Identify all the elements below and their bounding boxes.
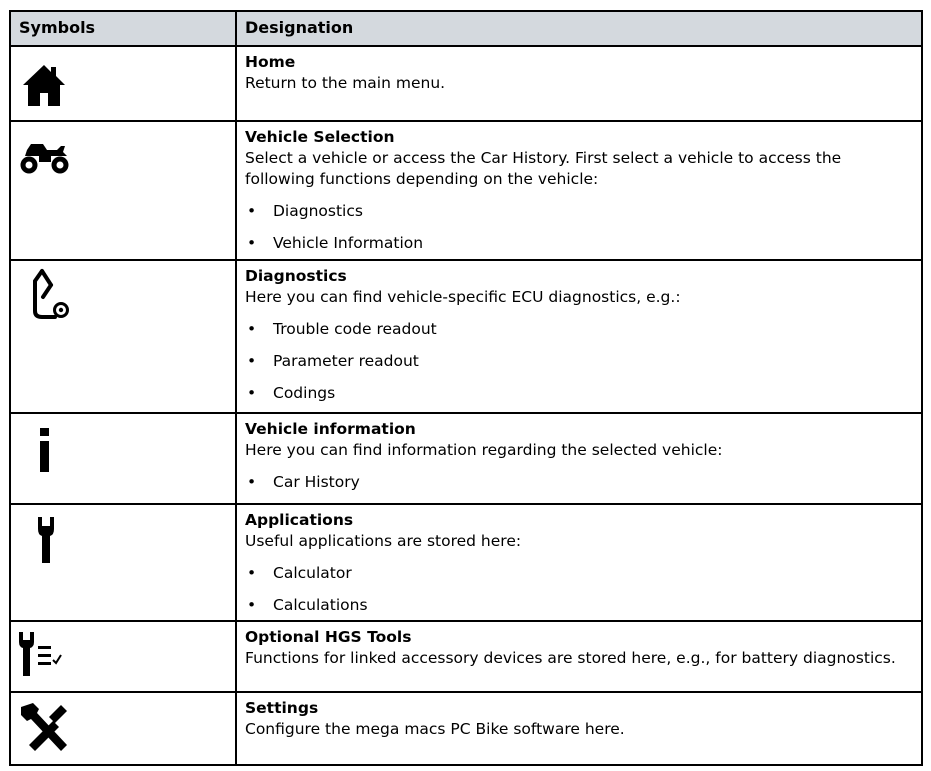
row-description: Select a vehicle or access the Car History. First select a vehicle to access the following functions depending on the vehicle: [245,149,842,188]
wrench-checklist-icon [11,622,81,688]
list-item: • Car History [245,472,913,493]
row-description: Useful applications are stored here: [245,532,522,550]
symbol-cell-vehicle-selection [11,122,237,261]
row-description: Return to the main menu. [245,74,446,92]
info-icon [11,414,81,484]
designation-cell-home [237,47,921,122]
designation-cell-vehicle-information [237,414,921,505]
symbol-cell-settings [11,693,237,764]
list-item: • Parameter readout [245,351,913,372]
row-description: Here you can find information regarding the selected vehicle: [245,441,723,459]
row-title: Settings [245,699,319,717]
row-title: Vehicle Selection [245,128,395,146]
row-title: Applications [245,511,354,529]
row-description: Functions for linked accessory devices are stored here, e.g., for battery diagnostics. [245,649,896,667]
wrench-icon [11,505,81,575]
header-symbols: Symbols [11,12,237,47]
symbol-cell-home [11,47,237,122]
list-item: • Diagnostics [245,201,913,222]
designation-cell-settings [237,693,921,764]
list-item: • Trouble code readout [245,319,913,340]
list-item: • Calculator [245,563,913,584]
row-title: Diagnostics [245,267,347,285]
home-icon [11,47,71,117]
row-description: Configure the mega macs PC Bike software here. [245,720,625,738]
symbol-cell-vehicle-information [11,414,237,505]
row-title: Vehicle information [245,420,416,438]
hammer-screwdriver-icon [11,693,81,763]
bullet-list [245,319,913,404]
symbol-cell-applications [11,505,237,622]
row-title: Home [245,53,296,71]
designation-cell-vehicle-selection [237,122,921,261]
symbol-cell-optional-hgs-tools [11,622,237,693]
header-designation: Designation [237,12,921,47]
designation-cell-applications [237,505,921,622]
stethoscope-icon [11,261,81,331]
bullet-list [245,563,913,616]
row-title: Optional HGS Tools [245,628,412,646]
row-description: Here you can find vehicle-specific ECU diagnostics, e.g.: [245,288,681,306]
designation-cell-optional-hgs-tools [237,622,921,693]
symbols-table [9,10,923,766]
list-item: • Vehicle Information [245,233,913,254]
list-item: • Codings [245,383,913,404]
symbol-cell-diagnostics [11,261,237,414]
list-item: • Calculations [245,595,913,616]
quad-bike-icon [11,122,81,192]
designation-cell-diagnostics [237,261,921,414]
bullet-list [245,472,913,493]
bullet-list [245,201,913,254]
